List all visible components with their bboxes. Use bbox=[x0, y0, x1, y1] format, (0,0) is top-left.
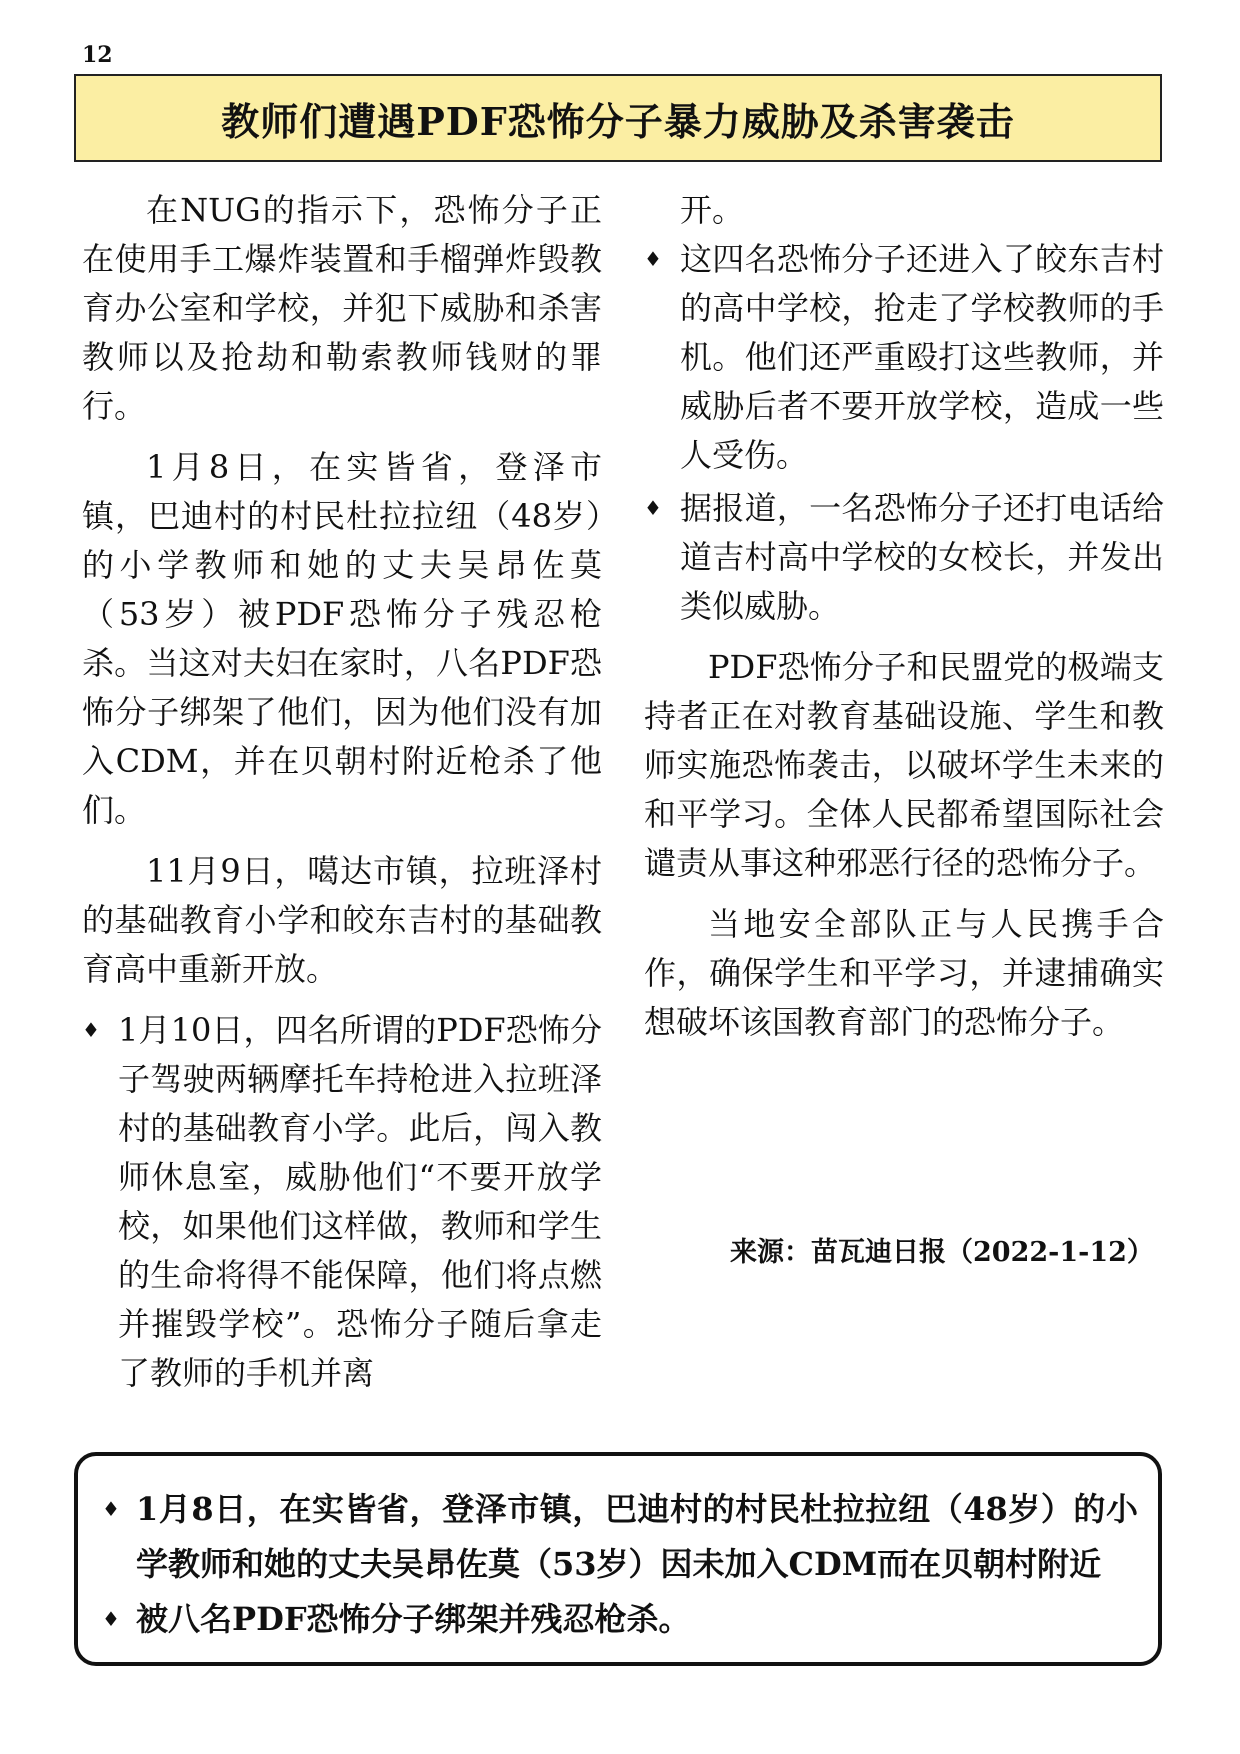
right-column bbox=[644, 186, 1164, 1059]
title-banner bbox=[74, 74, 1162, 162]
source-citation: 来源：苗瓦迪日报（2022-1-12） bbox=[730, 1237, 1154, 1268]
diamond-bullet-icon: ♦ bbox=[82, 1018, 100, 1042]
incident-paragraph: 1月8日，在实皆省，登泽市镇，巴迪村的村民杜拉拉纽（48岁）的小学教师和她的丈夫吴昂佐莫（53岁）被PDF恐怖分子残忍枪杀。当这对夫妇在家时，八名PDF恐怖分子绑架了他们，因为他们没有加入CDM，并在贝朝村附近枪杀了他们。 bbox=[82, 448, 602, 829]
bullet-text: 1月10日，四名所谓的PDF恐怖分子驾驶两辆摩托车持枪进入拉班泽村的基础教育小学。此后，闯入教师休息室，威胁他们“不要开放学校，如果他们这样做，教师和学生的生命将得不能保障，他们将点燃并摧毁学校”。恐怖分子随后拿走了教师的手机并离 bbox=[118, 1011, 602, 1392]
diamond-bullet-icon: ♦ bbox=[102, 1607, 120, 1631]
summary-list bbox=[102, 1482, 1138, 1647]
intro-paragraph: 在NUG的指示下，恐怖分子正在使用手工爆炸装置和手榴弹炸毁教育办公室和学校，并犯下威胁和杀害教师以及抢劫和勒索教师钱财的罪行。 bbox=[82, 191, 602, 425]
bullet-text: 据报道，一名恐怖分子还打电话给道吉村高中学校的女校长，并发出类似威胁。 bbox=[680, 489, 1164, 625]
bullet-text: 这四名恐怖分子还进入了皎东吉村的高中学校，抢走了学校教师的手机。他们还严重殴打这些教师，并威胁后者不要开放学校，造成一些人受伤。 bbox=[680, 240, 1164, 474]
diamond-bullet-icon: ♦ bbox=[644, 247, 662, 271]
reopening-paragraph: 11月9日，噶达市镇，拉班泽村的基础教育小学和皎东吉村的基础教育高中重新开放。 bbox=[82, 852, 602, 988]
diamond-bullet-icon: ♦ bbox=[102, 1497, 120, 1521]
list-item bbox=[644, 484, 1164, 631]
list-item bbox=[644, 235, 1164, 480]
condemnation-paragraph: PDF恐怖分子和民盟党的极端支持者正在对教育基础设施、学生和教师实施恐怖袭击，以破坏学生未来的和平学习。全体人民都希望国际社会谴责从事这种邪恶行径的恐怖分子。 bbox=[644, 648, 1164, 882]
list-item bbox=[82, 1006, 602, 1398]
page-number: 12 bbox=[82, 42, 113, 68]
security-paragraph: 当地安全部队正与人民携手合作，确保学生和平学习，并逮捕确实想破坏该国教育部门的恐怖分子。 bbox=[644, 905, 1164, 1041]
continued-text: 开。 bbox=[680, 191, 745, 229]
bullet-list-right bbox=[644, 235, 1164, 631]
page-title: 教师们遭遇PDF恐怖分子暴力威胁及杀害袭击 bbox=[221, 98, 1015, 144]
summary-box bbox=[74, 1452, 1162, 1666]
summary-item bbox=[102, 1482, 1138, 1592]
summary-item bbox=[102, 1592, 1138, 1647]
diamond-bullet-icon: ♦ bbox=[644, 496, 662, 520]
bullet-list-left bbox=[82, 1006, 602, 1398]
summary-text: 被八名PDF恐怖分子绑架并残忍枪杀。 bbox=[136, 1600, 691, 1638]
left-column bbox=[82, 186, 602, 1402]
summary-text: 1月8日，在实皆省，登泽市镇，巴迪村的村民杜拉拉纽（48岁）的小学教师和她的丈夫吴昂佐莫（53岁）因未加入CDM而在贝朝村附近 bbox=[136, 1490, 1138, 1583]
